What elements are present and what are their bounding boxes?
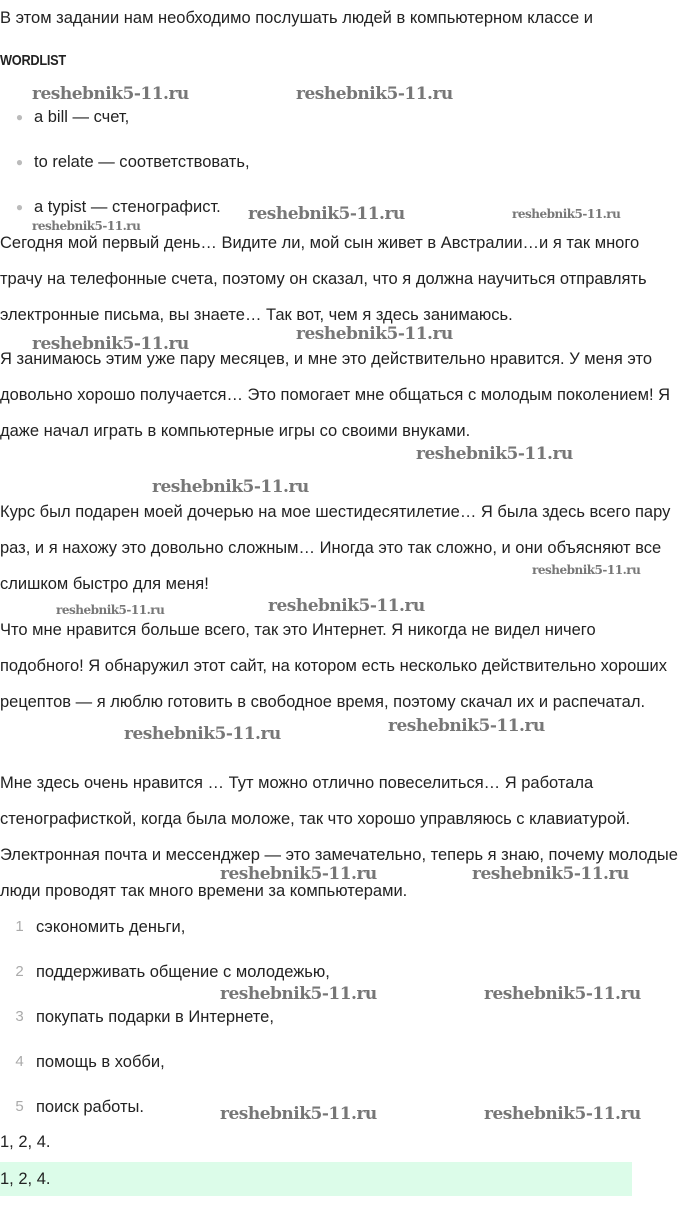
list-item xyxy=(0,1049,680,1094)
wordlist-item-text: a bill — счет, xyxy=(34,108,130,126)
option-text: поиск работы. xyxy=(36,1098,144,1116)
bullet-icon: ● xyxy=(15,200,24,214)
paragraph: Сегодня мой первый день… Видите ли, мой сын живет в Австралии…и я так много трачу на телефонные счета, поэтому он сказал, что я должна научиться отправлять электронные письма, вы знаете… Так вот, чем я здесь занимаюсь. xyxy=(0,234,647,324)
wordlist-item-text: a typist — стенографист. xyxy=(34,198,221,216)
watermark: reshebnik5-11.ru xyxy=(32,334,189,354)
watermark: reshebnik5-11.ru xyxy=(56,603,165,617)
intro-text: В этом задании нам необходимо послушать людей в компьютерном классе и xyxy=(0,9,593,27)
paragraph: Мне здесь очень нравится … Тут можно отлично повеселиться… Я работала стенографисткой, когда была моложе, так что хорошо управляюсь с клавиатурой. Электронная почта и мессенджер — это замечательно, теперь я знаю, почему молодые люди проводят так много времени за компьютерами. xyxy=(0,774,678,900)
option-text: покупать подарки в Интернете, xyxy=(36,1008,274,1026)
watermark: reshebnik5-11.ru xyxy=(512,207,621,221)
watermark: reshebnik5-11.ru xyxy=(484,1104,641,1124)
watermark: reshebnik5-11.ru xyxy=(296,84,453,104)
option-number: 5 xyxy=(15,1098,24,1115)
answer-text: 1, 2, 4. xyxy=(0,1133,51,1151)
watermark: reshebnik5-11.ru xyxy=(124,724,281,744)
wordlist-heading: WORDLIST xyxy=(0,52,66,69)
answer-highlighted: 1, 2, 4. xyxy=(0,1162,632,1196)
watermark: reshebnik5-11.ru xyxy=(484,984,641,1004)
watermark: reshebnik5-11.ru xyxy=(152,477,309,497)
option-text: сэкономить деньги, xyxy=(36,918,186,936)
watermark: reshebnik5-11.ru xyxy=(32,219,141,233)
watermark: reshebnik5-11.ru xyxy=(32,84,189,104)
watermark: reshebnik5-11.ru xyxy=(532,563,641,577)
list-item xyxy=(0,1004,680,1049)
option-number: 1 xyxy=(15,918,24,935)
watermark: reshebnik5-11.ru xyxy=(268,596,425,616)
list-item xyxy=(0,104,680,149)
watermark: reshebnik5-11.ru xyxy=(388,716,545,736)
option-text: поддерживать общение с молодежью, xyxy=(36,963,330,981)
watermark: reshebnik5-11.ru xyxy=(416,444,573,464)
option-text: помощь в хобби, xyxy=(36,1053,165,1071)
list-item xyxy=(0,914,680,959)
bullet-icon: ● xyxy=(15,110,24,124)
watermark: reshebnik5-11.ru xyxy=(220,1104,377,1124)
watermark: reshebnik5-11.ru xyxy=(248,204,405,224)
bullet-icon: ● xyxy=(15,155,24,169)
option-number: 3 xyxy=(15,1008,24,1025)
paragraph: Что мне нравится больше всего, так это Интернет. Я никогда не видел ничего подобного! Я обнаружил этот сайт, на котором есть несколько действительно хороших рецептов — я люблю готовить в свободное время, поэтому скачал их и распечатал. xyxy=(0,621,667,711)
list-item xyxy=(0,149,680,194)
paragraph: Курс был подарен моей дочерью на мое шестидесятилетие… Я была здесь всего пару раз, и я нахожу это довольно сложным… Иногда это так сложно, и они объясняют все слишком быстро для меня! xyxy=(0,503,671,593)
watermark: reshebnik5-11.ru xyxy=(220,864,377,884)
watermark: reshebnik5-11.ru xyxy=(220,984,377,1004)
watermark: reshebnik5-11.ru xyxy=(472,864,629,884)
watermark: reshebnik5-11.ru xyxy=(296,324,453,344)
option-number: 4 xyxy=(15,1053,24,1070)
option-number: 2 xyxy=(15,963,24,980)
paragraph: Я занимаюсь этим уже пару месяцев, и мне это действительно нравится. У меня это довольно хорошо получается… Это помогает мне общаться с молодым поколением! Я даже начал играть в компьютерные игры со своими внуками. xyxy=(0,350,671,440)
wordlist-item-text: to relate — соответствовать, xyxy=(34,153,250,171)
